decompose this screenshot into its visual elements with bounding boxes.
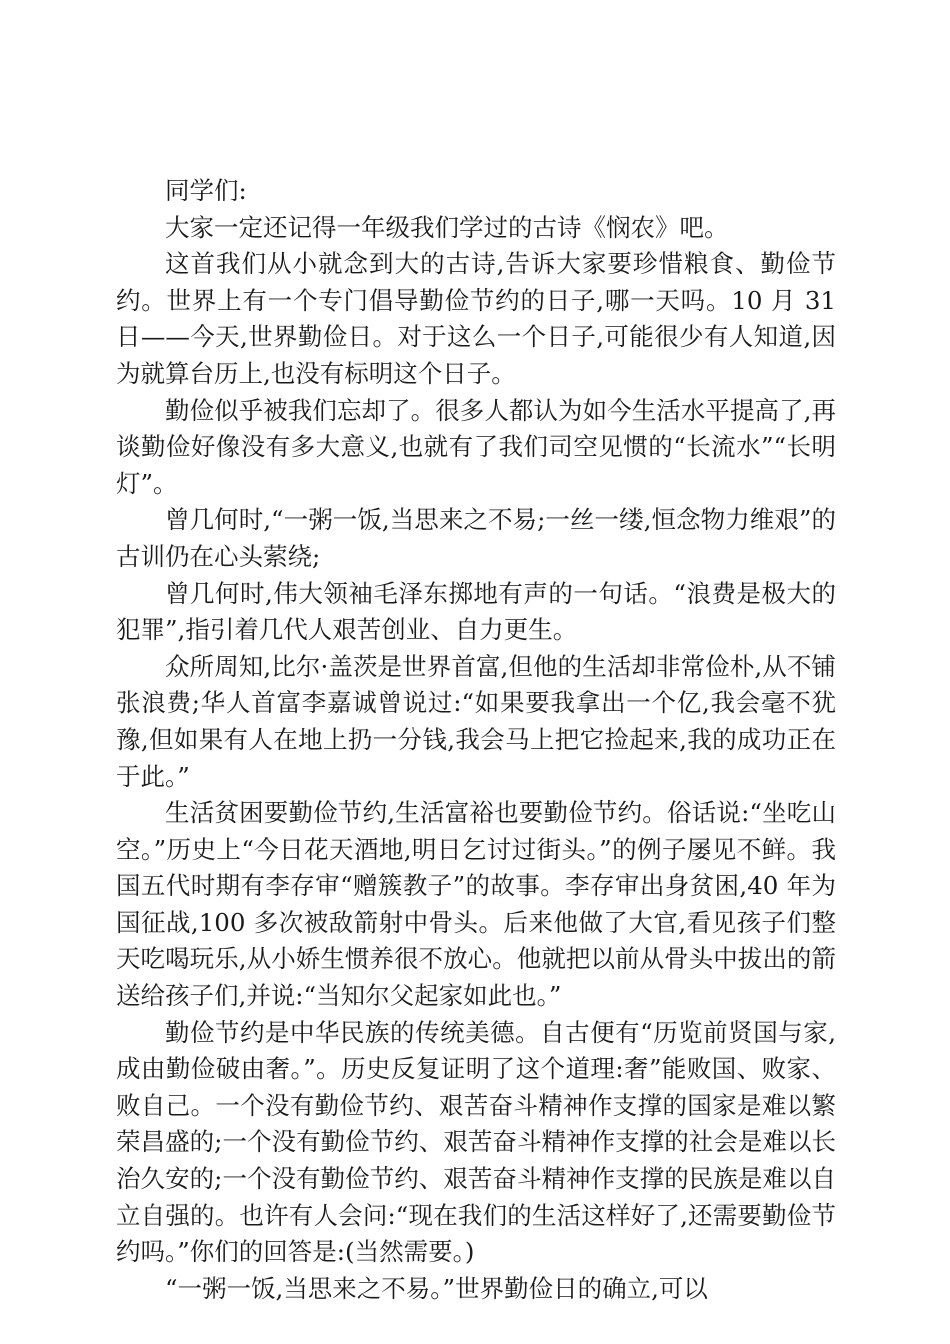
paragraph-8: 勤俭节约是中华民族的传统美德。自古便有“历览前贤国与家,成由勤俭破由奢。”。历史反复证明了这个道理:奢”能败国、败家、败自己。一个没有勤俭节约、艰苦奋斗精神作支撑的国家是难以繁荣昌盛的;一个没有勤俭节约、艰苦奋斗精神作支撑的社会是难以长治久安的;一个没有勤俭节约、艰苦奋斗精神作支撑的民族是难以自立自强的。也许有人会问:“现在我们的生活这样好了,还需要勤俭节约吗。”你们的回答是:(当然需要。) [116, 1017, 836, 1267]
paragraph-6: 众所周知,比尔·盖茨是世界首富,但他的生活却非常俭朴,从不铺张浪费;华人首富李嘉诚曾说过:“如果要我拿出一个亿,我会毫不犹豫,但如果有人在地上扔一分钱,我会马上把它捡起来,我的成功正在于此。” [116, 651, 836, 791]
body-text [116, 173, 836, 1307]
paragraph-4: 曾几何时,“一粥一饭,当思来之不易;一丝一缕,恒念物力维艰”的古训仍在心头萦绕; [116, 505, 836, 571]
paragraph-5: 曾几何时,伟大领袖毛泽东掷地有声的一句话。“浪费是极大的犯罪”,指引着几代人艰苦创业、自力更生。 [116, 578, 836, 645]
paragraph-1: 大家一定还记得一年级我们学过的古诗《悯农》吧。 [165, 212, 729, 242]
paragraph-7: 生活贫困要勤俭节约,生活富裕也要勤俭节约。俗话说:“坐吃山空。”历史上“今日花天酒地,明日乞讨过街头。”的例子屡见不鲜。我国五代时期有李存审“赠簇教子”的故事。李存审出身贫困,40 年为国征战,100 多次被敌箭射中骨头。后来他做了大官,看见孩子们整天吃喝玩乐,从小娇生惯养很不放心。他就把以前从骨头中拔出的箭送给孩子们,并说:“当知尔父起家如此也。” [116, 798, 836, 1011]
paragraph-9: “一粥一饭,当思来之不易。”世界勤俭日的确立,可以 [165, 1273, 708, 1303]
greeting: 同学们: [165, 176, 247, 205]
paragraph-2: 这首我们从小就念到大的古诗,告诉大家要珍惜粮食、勤俭节约。世界上有一个专门倡导勤俭节约的日子,哪一天吗。10 月 31 日——今天,世界勤俭日。对于这么一个日子,可能很少有人知道,因为就算台历上,也没有标明这个日子。 [116, 249, 836, 388]
paragraph-3: 勤俭似乎被我们忘却了。很多人都认为如今生活水平提高了,再谈勤俭好像没有多大意义,也就有了我们司空见惯的“长流水”“长明灯”。 [116, 395, 836, 498]
